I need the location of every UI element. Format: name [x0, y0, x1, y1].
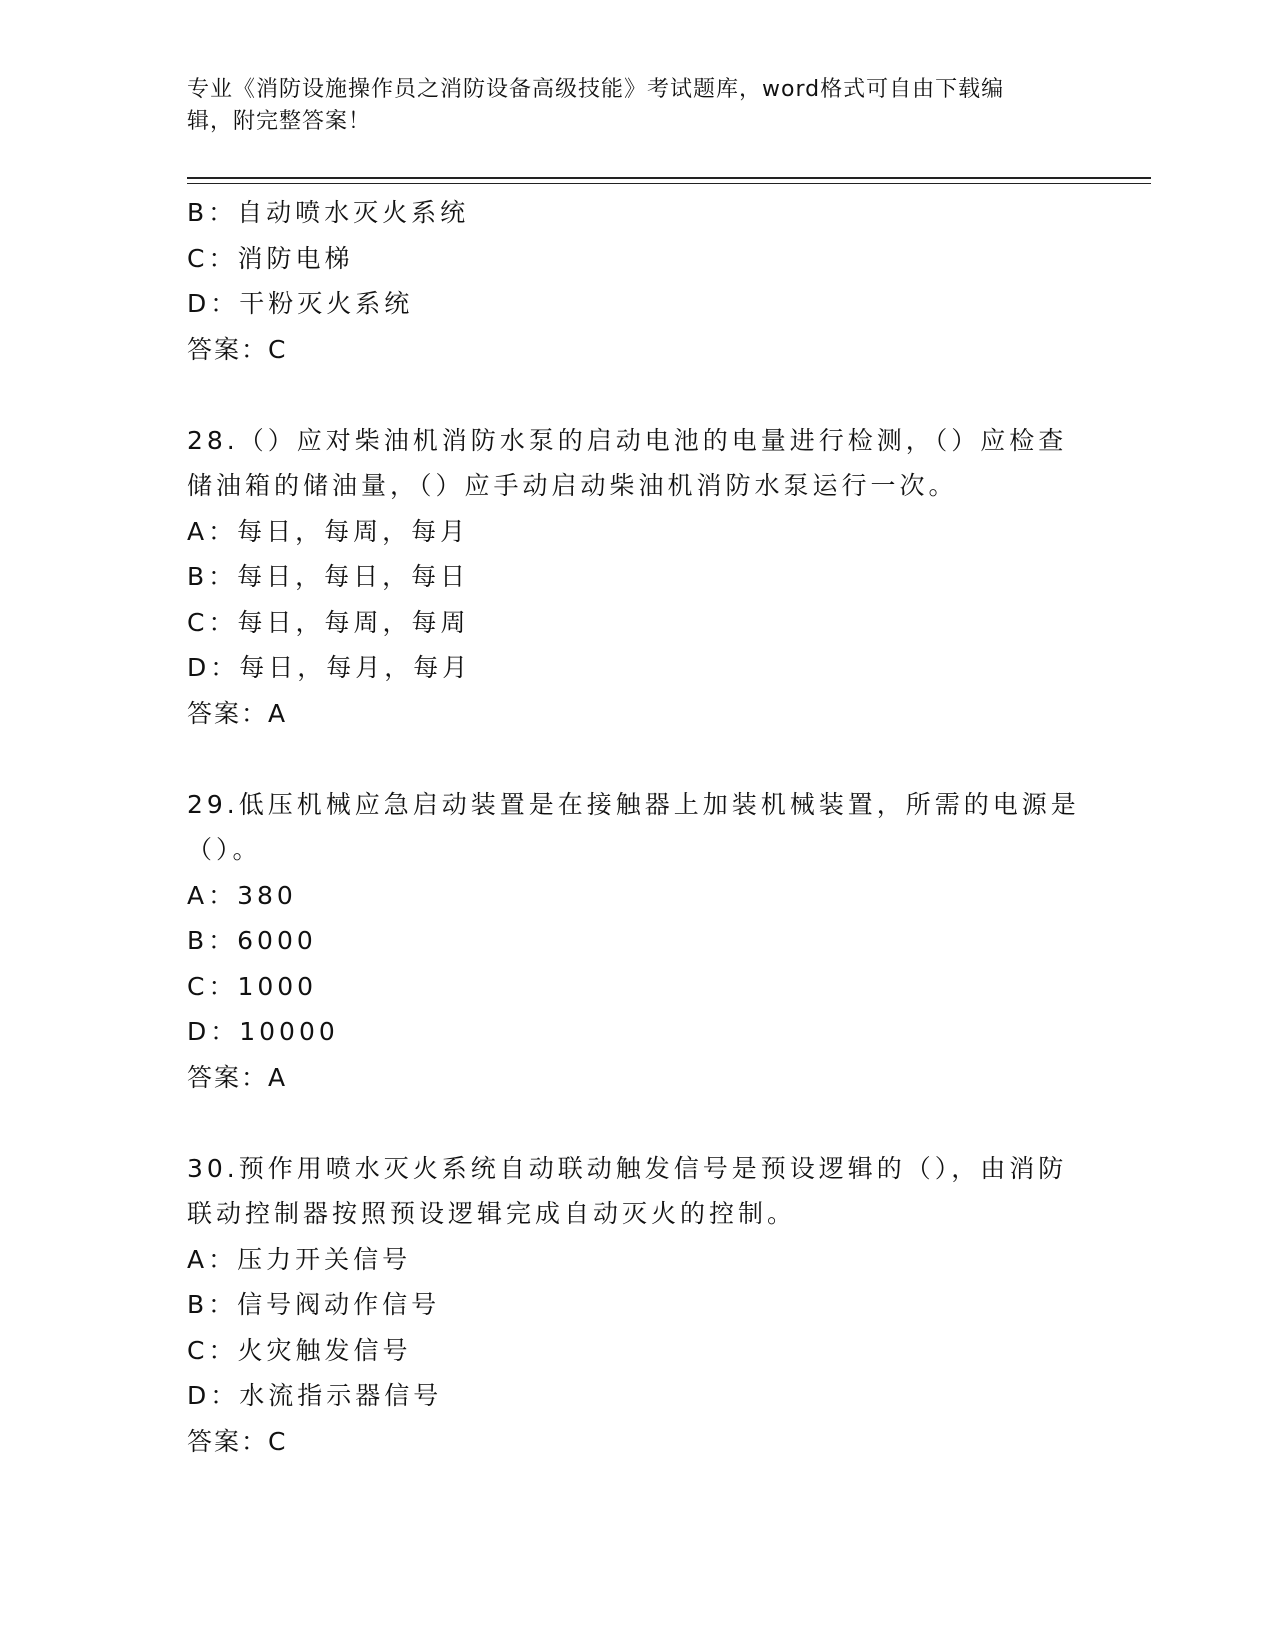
question-30 — [187, 1146, 1087, 1465]
answer: 答案：A — [187, 1062, 288, 1092]
header-divider-thick — [187, 177, 1151, 179]
option-b: B：每日，每日，每日 — [187, 562, 470, 591]
option-d: D：每日，每月，每月 — [187, 653, 472, 682]
option-b: B：信号阀动作信号 — [187, 1290, 441, 1319]
document-header — [187, 74, 1067, 138]
question-list — [187, 190, 1087, 1464]
option-c: C：火灾触发信号 — [187, 1335, 412, 1365]
option-b: B：6000 — [187, 926, 317, 955]
question-stem-line-1: 30.预作用喷水灭火系统自动联动触发信号是预设逻辑的（），由消防 — [187, 1153, 1068, 1183]
option-d: D：10000 — [187, 1017, 339, 1046]
question-27 — [187, 190, 1087, 372]
option-d: D：水流指示器信号 — [187, 1381, 443, 1410]
question-28 — [187, 418, 1087, 737]
question-stem-line-1: 28.（）应对柴油机消防水泵的启动电池的电量进行检测，（）应检查 — [187, 425, 1068, 455]
option-a: A：380 — [187, 880, 297, 910]
option-c: C：消防电梯 — [187, 243, 354, 273]
option-c: C：1000 — [187, 971, 318, 1001]
question-stem-line-2: 联动控制器按照预设逻辑完成自动灭火的控制。 — [187, 1199, 797, 1228]
option-a: A：压力开关信号 — [187, 1244, 412, 1274]
question-stem-line-2: 储油箱的储油量，（）应手动启动柴油机消防水泵运行一次。 — [187, 471, 958, 500]
answer: 答案：C — [187, 1426, 288, 1456]
header-divider-thin — [187, 183, 1151, 184]
question-stem-line-2: （）。 — [187, 835, 262, 864]
option-b: B：自动喷水灭火系统 — [187, 198, 470, 227]
spacer — [187, 1100, 1087, 1146]
option-a: A：每日，每周，每月 — [187, 516, 470, 546]
spacer — [187, 736, 1087, 782]
spacer — [187, 372, 1087, 418]
question-stem-line-1: 29.低压机械应急启动装置是在接触器上加装机械装置，所需的电源是 — [187, 789, 1080, 819]
header-line-1: 专业《消防设施操作员之消防设备高级技能》考试题库，word格式可自由下载编 — [187, 77, 1005, 102]
answer: 答案：A — [187, 698, 288, 728]
option-d: D：干粉灭火系统 — [187, 289, 414, 318]
option-c: C：每日，每周，每周 — [187, 607, 470, 637]
answer: 答案：C — [187, 334, 288, 364]
header-line-2: 辑，附完整答案！ — [187, 109, 372, 134]
question-29 — [187, 782, 1087, 1101]
